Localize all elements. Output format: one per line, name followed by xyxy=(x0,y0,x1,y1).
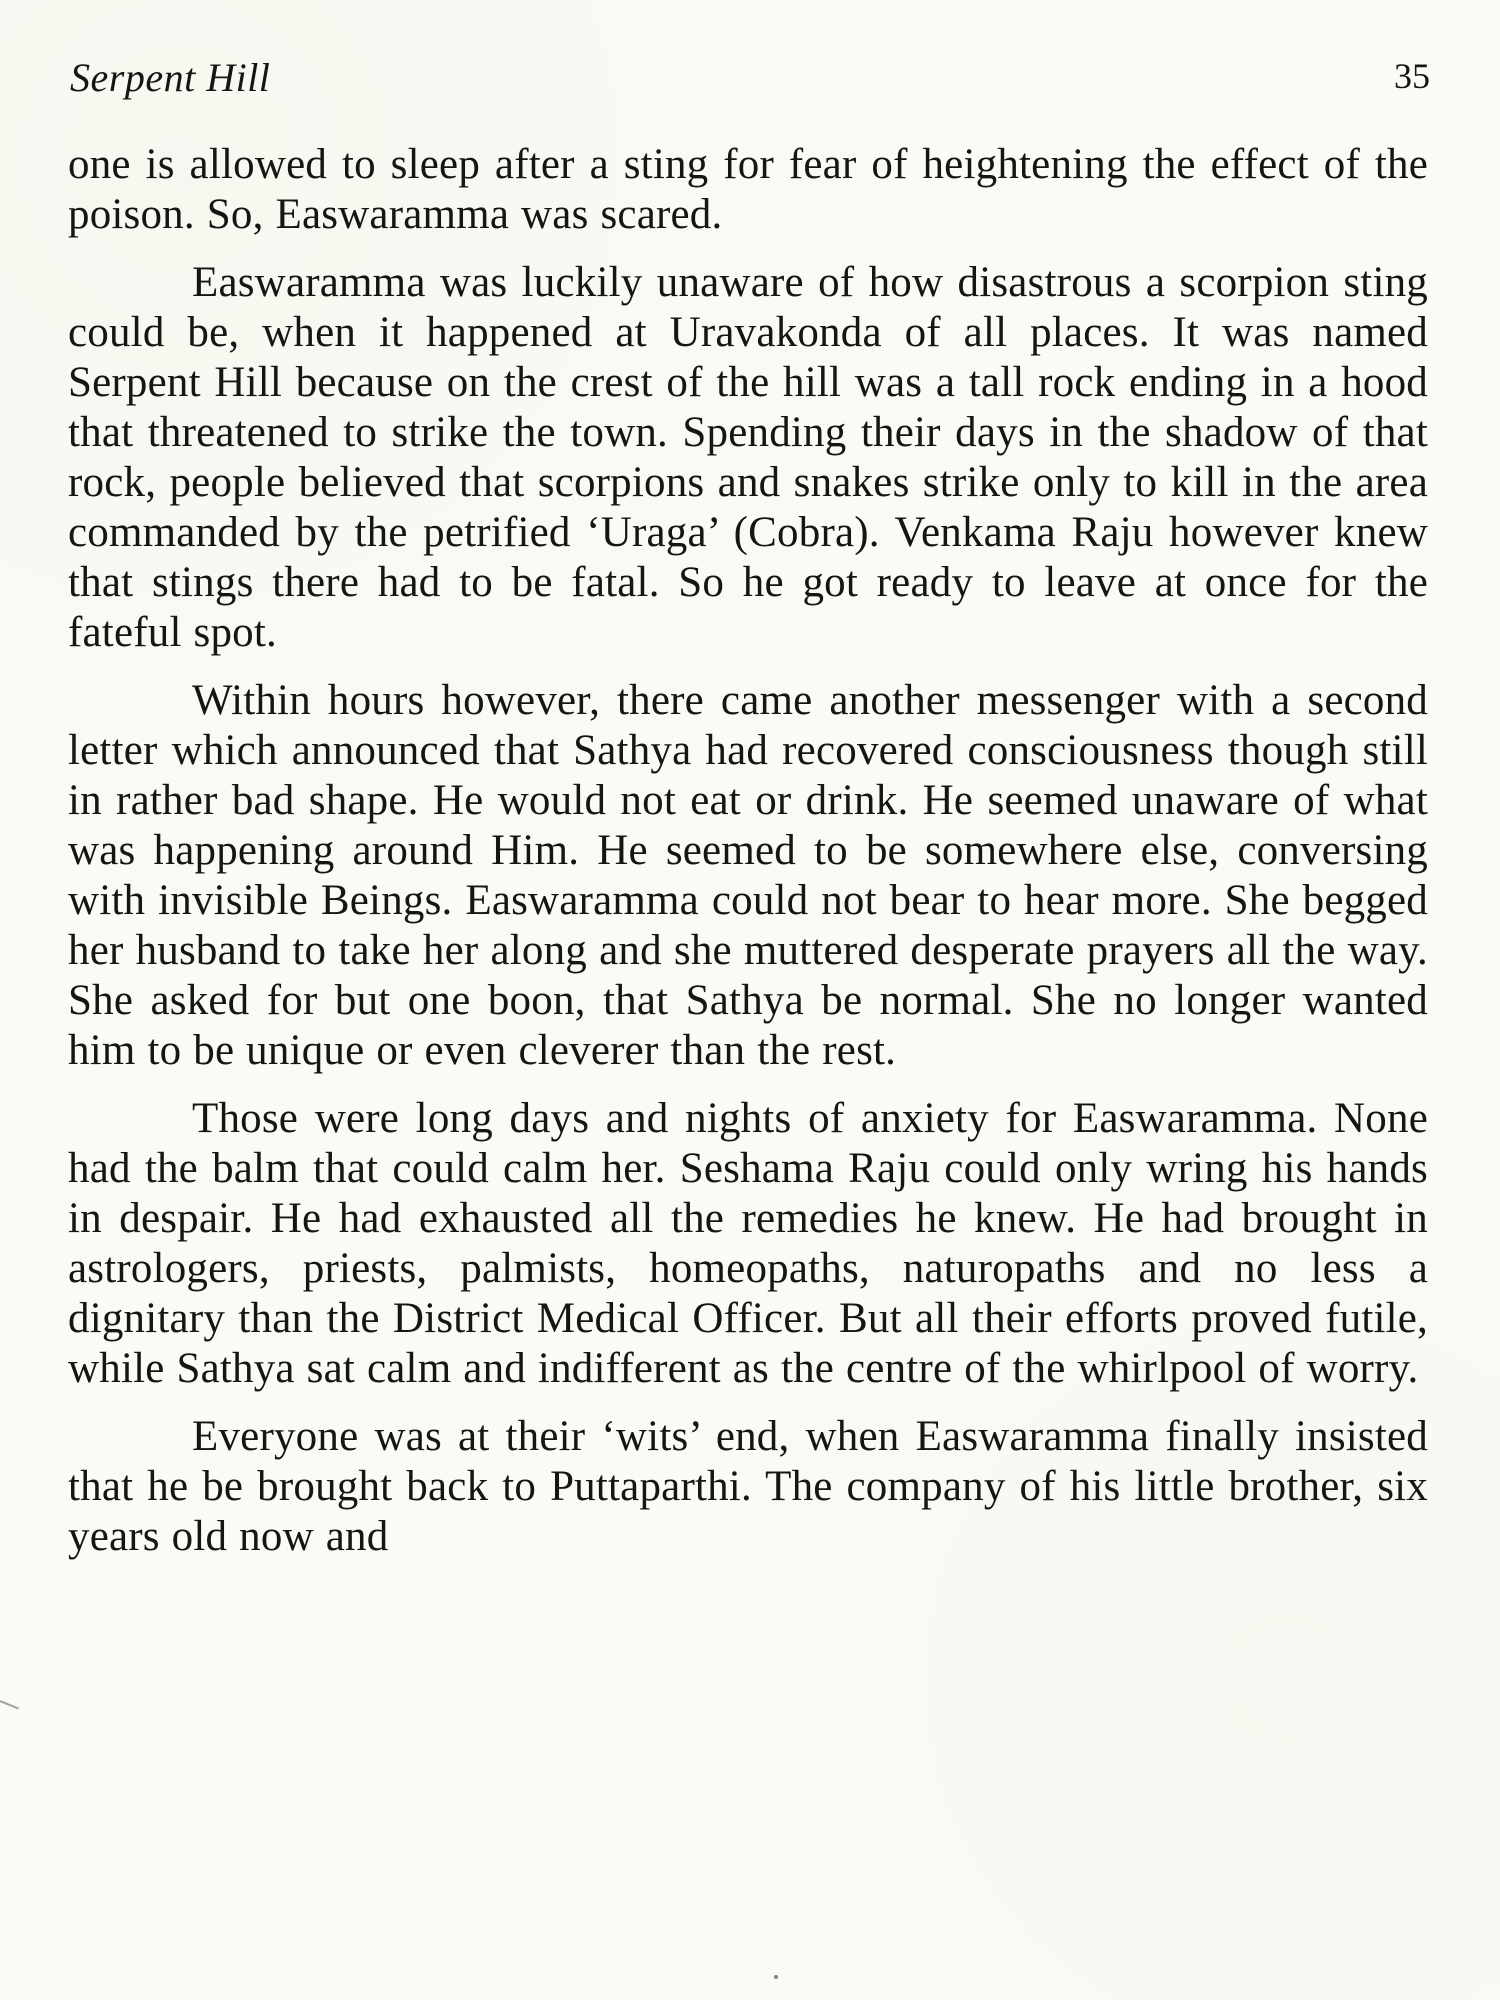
running-title: Serpent Hill xyxy=(70,55,271,100)
paragraph-anxiety: Those were long days and nights of anxiety for Easwaramma. None had the balm that could calm her. Seshama Raju could only wring his hands in despair. He had exhausted all the remedies he knew. He had brought in astrologers, priests, palmists, homeopaths, naturopaths and no less a dignitary than the District Medical Officer. But all their efforts proved futile, while Sathya sat calm and indifferent as the centre of the whirlpool of worry. xyxy=(68,1095,1428,1392)
paragraph-messenger-letter: Within hours however, there came another messenger with a second letter which announced that Sathya had recovered consciousness though still in rather bad shape. He would not eat or drink. He seemed unaware of what was happening around Him. He seemed to be somewhere else, conversing with invisible Beings. Easwaramma could not bear to hear more. She begged her husband to take her along and she muttered desperate prayers all the way. She asked for but one boon, that Sathya be normal. She no longer wanted him to be unique or even cleverer than the rest. xyxy=(68,677,1428,1074)
page-number: 35 xyxy=(1394,56,1430,96)
paragraph-serpent-hill: Easwaramma was luckily unaware of how disastrous a scorpion sting could be, when it happened at Uravakonda of all places. It was named Serpent Hill because on the crest of the hill was a tall rock ending in a hood that threatened to strike the town. Spending their days in the shadow of that rock, people believed that scorpions and snakes strike only to kill in the area commanded by the petrified ‘Uraga’ (Cobra). Venkama Raju however knew that stings there had to be fatal. So he got ready to leave at once for the fateful spot. xyxy=(68,259,1428,656)
paragraph-continuation: one is allowed to sleep after a sting for fear of heightening the effect of the poison. So, Easwaramma was scared. xyxy=(68,141,1428,238)
body-text xyxy=(68,140,1428,1580)
scan-dust-dot xyxy=(774,1975,778,1979)
scan-margin-mark xyxy=(0,1700,19,1709)
paragraph-return-puttaparthi: Everyone was at their ‘wits’ end, when Easwaramma finally insisted that he be brought back to Puttaparthi. The company of his little brother, six years old now and xyxy=(68,1413,1428,1560)
